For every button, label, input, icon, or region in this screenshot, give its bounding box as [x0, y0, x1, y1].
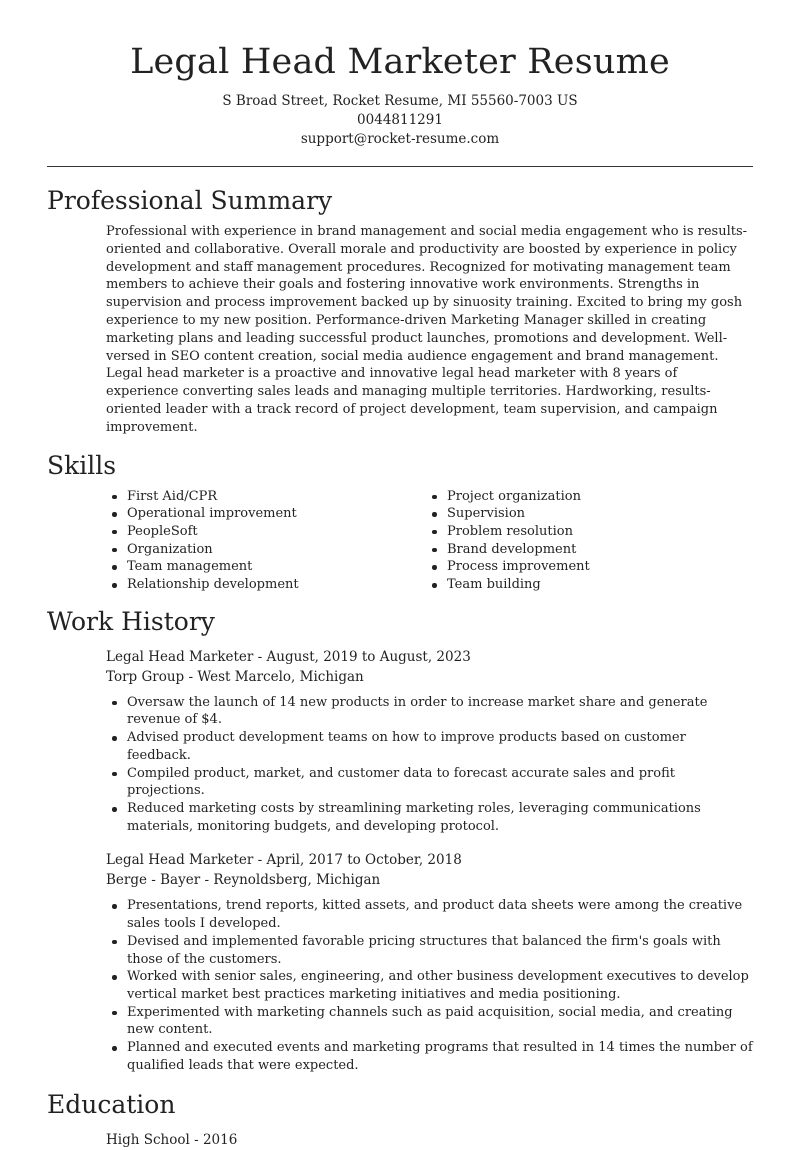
job-bullet: Devised and implemented favorable pricing structures that balanced the firm's goals with those of the customers. [106, 933, 753, 968]
skill-item: Relationship development [106, 576, 426, 594]
skills-column-left [106, 488, 426, 594]
skills-column-right [426, 488, 746, 594]
header-divider [47, 166, 753, 167]
job-bullets [106, 897, 753, 1074]
summary-heading: Professional Summary [47, 186, 333, 215]
skill-item: Operational improvement [106, 505, 426, 523]
job-entry [106, 647, 753, 836]
resume-title: Legal Head Marketer Resume [130, 42, 670, 82]
job-bullets [106, 694, 753, 836]
skill-item: First Aid/CPR [106, 488, 426, 506]
job-role-dates: Legal Head Marketer - April, 2017 to October, 2018 [106, 852, 462, 869]
skill-item: Problem resolution [426, 523, 746, 541]
work-history-heading: Work History [47, 606, 215, 636]
skill-item: Process improvement [426, 558, 746, 576]
job-bullet: Advised product development teams on how to improve products based on customer feedback. [106, 729, 753, 764]
job-bullet: Presentations, trend reports, kitted assets, and product data sheets were among the creative sales tools I developed. [106, 897, 753, 932]
job-bullet: Compiled product, market, and customer data to forecast accurate sales and profit projections. [106, 765, 753, 800]
skills-list [106, 488, 753, 594]
skill-item: Team building [426, 576, 746, 594]
job-bullet: Planned and executed events and marketing programs that resulted in 14 times the number of qualified leads that were expected. [106, 1039, 753, 1074]
skill-item: PeopleSoft [106, 523, 426, 541]
job-bullet: Reduced marketing costs by streamlining marketing roles, leveraging communications materials, monitoring budgets, and developing protocol. [106, 800, 753, 835]
job-company-location: Berge - Bayer - Reynoldsberg, Michigan [106, 872, 381, 889]
job-bullet: Worked with senior sales, engineering, and other business development executives to develop vertical market best practices marketing initiatives and media positioning. [106, 968, 753, 1003]
summary-text: Professional with experience in brand management and social media engagement who is results-oriented and collaborative. Overall morale and productivity are boosted by experience in policy development and staff management procedures. Recognized for motivating management team members to achieve their goals and fostering innovative work environments. Strengths in supervision and process improvement backed up by sinuosity training. Excited to bring my gosh experience to my new position. Performance-driven Marketing Manager skilled in creating marketing plans and leading successful product launches, promotions and development. Well-versed in SEO content creation, social media audience engagement and brand management. Legal head marketer is a proactive and innovative legal head marketer with 8 years of experience converting sales leads and managing multiple territories. Hardworking, results-oriented leader with a track record of project development, team supervision, and campaign improvement. [106, 224, 748, 435]
address: S Broad Street, Rocket Resume, MI 55560-7003 US [222, 93, 578, 109]
education-heading: Education [47, 1090, 176, 1120]
job-company-location: Torp Group - West Marcelo, Michigan [106, 668, 364, 685]
skill-item: Organization [106, 541, 426, 559]
phone: 0044811291 [357, 112, 443, 128]
contact-block [47, 92, 753, 149]
job-entry [106, 850, 753, 1074]
job-role-dates: Legal Head Marketer - August, 2019 to August, 2023 [106, 648, 471, 665]
education-entry: High School - 2016 [106, 1132, 238, 1149]
email: support@rocket-resume.com [300, 131, 500, 147]
skill-item: Supervision [426, 505, 746, 523]
skill-item: Project organization [426, 488, 746, 506]
skills-heading: Skills [47, 450, 117, 480]
job-bullet: Oversaw the launch of 14 new products in order to increase market share and generate revenue of $4. [106, 694, 753, 729]
skill-item: Brand development [426, 541, 746, 559]
resume-page [47, 0, 753, 1150]
job-bullet: Experimented with marketing channels such as paid acquisition, social media, and creating new content. [106, 1004, 753, 1039]
skill-item: Team management [106, 558, 426, 576]
